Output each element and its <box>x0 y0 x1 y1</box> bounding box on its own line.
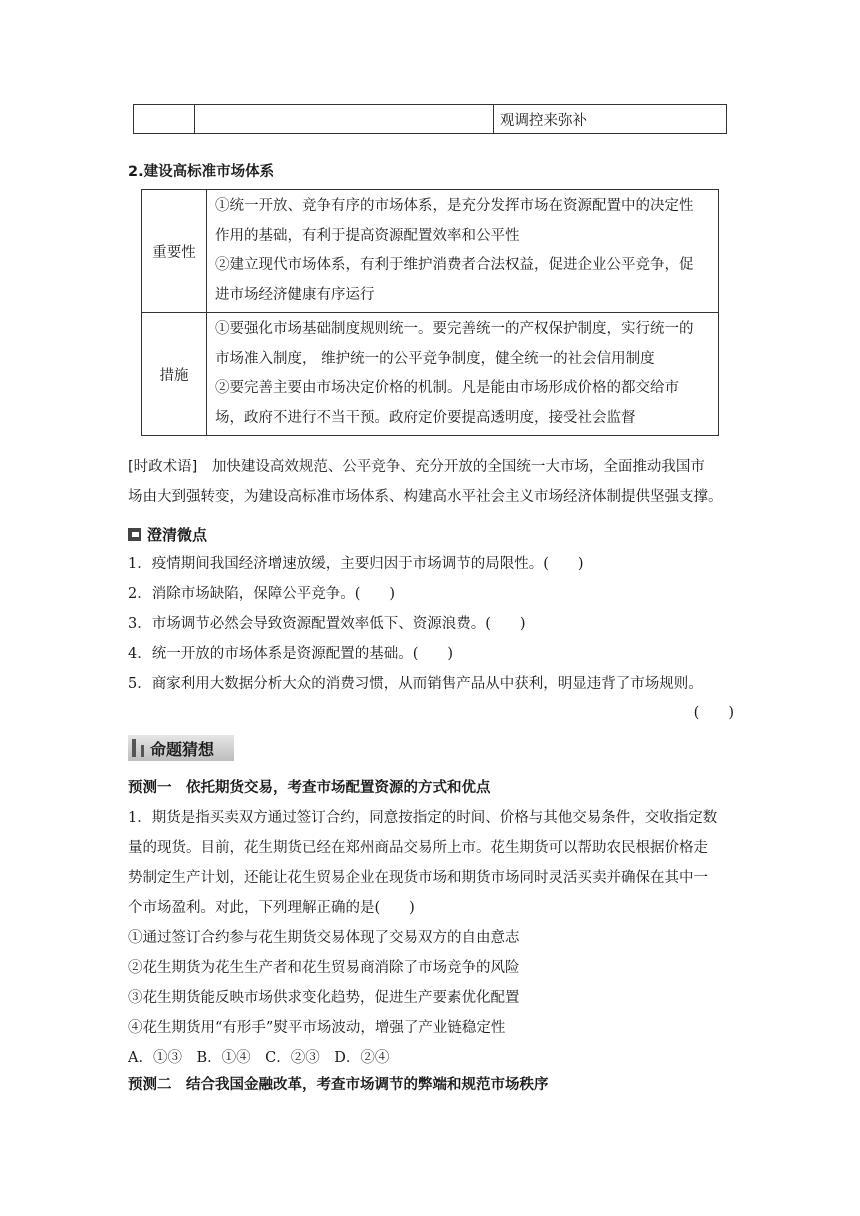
market-system-table <box>141 189 719 436</box>
policy-term-tag: [时政术语] <box>128 459 198 475</box>
table-cell-empty <box>195 105 494 134</box>
clarify-item: 4．统一开放的市场体系是资源配置的基础。( ) <box>128 646 454 662</box>
clarify-item: 3．市场调节必然会导致资源配置效率低下、资源浪费。( ) <box>128 616 526 632</box>
row-label-importance: 重要性 <box>142 190 207 313</box>
clarify-item: 2．消除市场缺陷，保障公平竞争。( ) <box>128 586 396 602</box>
option-statement: ①通过签订合约参与花生期货交易体现了交易双方的自由意志 <box>128 930 520 946</box>
content-line: 进市场经济健康有序运行 <box>215 286 375 303</box>
row-content-measures <box>207 313 719 436</box>
content-line: 市场准入制度， 维护统一的公平竞争制度，健全统一的社会信用制度 <box>215 350 655 367</box>
question-line: 势制定生产计划，还能让花生贸易企业在现货市场和期货市场同时灵活买卖并确保在其中一 <box>128 870 708 886</box>
clarify-heading <box>128 524 207 545</box>
option-statement: ④花生期货用“有形手”熨平市场波动，增强了产业链稳定性 <box>128 1020 506 1036</box>
content-line: ②要完善主要由市场决定价格的机制。凡是能由市场形成价格的都交给市 <box>215 380 679 396</box>
clarify-item: 1．疫情期间我国经济增速放缓，主要归因于市场调节的局限性。( ) <box>128 556 584 572</box>
policy-text-2: 场由大到强转变，为建设高标准市场体系、构建高水平社会主义市场经济体制提供坚强支撑。 <box>128 489 723 505</box>
prediction-two-title: 预测二 结合我国金融改革，考查市场调节的弊端和规范市场秩序 <box>128 1077 549 1093</box>
policy-text-1: 加快建设高效规范、公平竞争、充分开放的全国统一大市场，全面推动我国市 <box>211 459 705 475</box>
banner-title: 命题猜想 <box>150 739 215 759</box>
row-label-measures: 措施 <box>142 313 207 436</box>
clarify-item: 5．商家利用大数据分析大众的消费习惯，从而销售产品从中获利，明显违背了市场规则。 <box>128 676 703 692</box>
question-line: 1．期货是指买卖双方通过签订合约，同意按指定的时间、价格与其他交易条件，交收指定数 <box>128 810 718 826</box>
question-line: 量的现货。目前，花生期货已经在郑州商品交易所上市。花生期货可以帮助农民根据价格走 <box>128 840 708 856</box>
content-line: ①要强化市场基础制度规则统一。要完善统一的产权保护制度，实行统一的 <box>215 321 694 337</box>
prediction-banner <box>128 735 234 761</box>
question-line: 个市场盈利。对此，下列理解正确的是( ) <box>128 900 415 916</box>
option-statement: ③花生期货能反映市场供求变化趋势，促进生产要素优化配置 <box>128 990 520 1006</box>
clarify-title: 澄清微点 <box>147 526 208 544</box>
section-title: 2.建设高标准市场体系 <box>128 164 275 180</box>
banner-bar-icon <box>132 739 136 757</box>
table-cell-text: 观调控来弥补 <box>494 105 727 134</box>
option-statement: ②花生期货为花生生产者和花生贸易商消除了市场竞争的风险 <box>128 960 520 976</box>
top-table-fragment <box>133 104 727 134</box>
table-cell-empty <box>134 105 195 134</box>
question-1 <box>128 803 734 1073</box>
banner-bar-icon <box>141 745 144 757</box>
policy-line-1 <box>128 452 734 482</box>
policy-term-paragraph <box>128 452 734 512</box>
content-line: ①统一开放、竞争有序的市场体系，是充分发挥市场在资源配置中的决定性 <box>215 198 694 214</box>
answer-parentheses: ( ) <box>693 705 734 721</box>
row-content-importance <box>207 190 719 313</box>
content-line: 场，政府不进行不当干预。政府定价要提高透明度，接受社会监督 <box>215 409 636 426</box>
answer-choices: A．①③ B．①④ C．②③ D．②④ <box>128 1050 390 1066</box>
content-line: 作用的基础，有利于提高资源配置效率和公平性 <box>215 227 520 244</box>
prediction-one-title: 预测一 依托期货交易，考查市场配置资源的方式和优点 <box>128 780 491 796</box>
section-marker-icon <box>128 528 141 541</box>
content-line: ②建立现代市场体系，有利于维护消费者合法权益，促进企业公平竞争，促 <box>215 257 694 273</box>
